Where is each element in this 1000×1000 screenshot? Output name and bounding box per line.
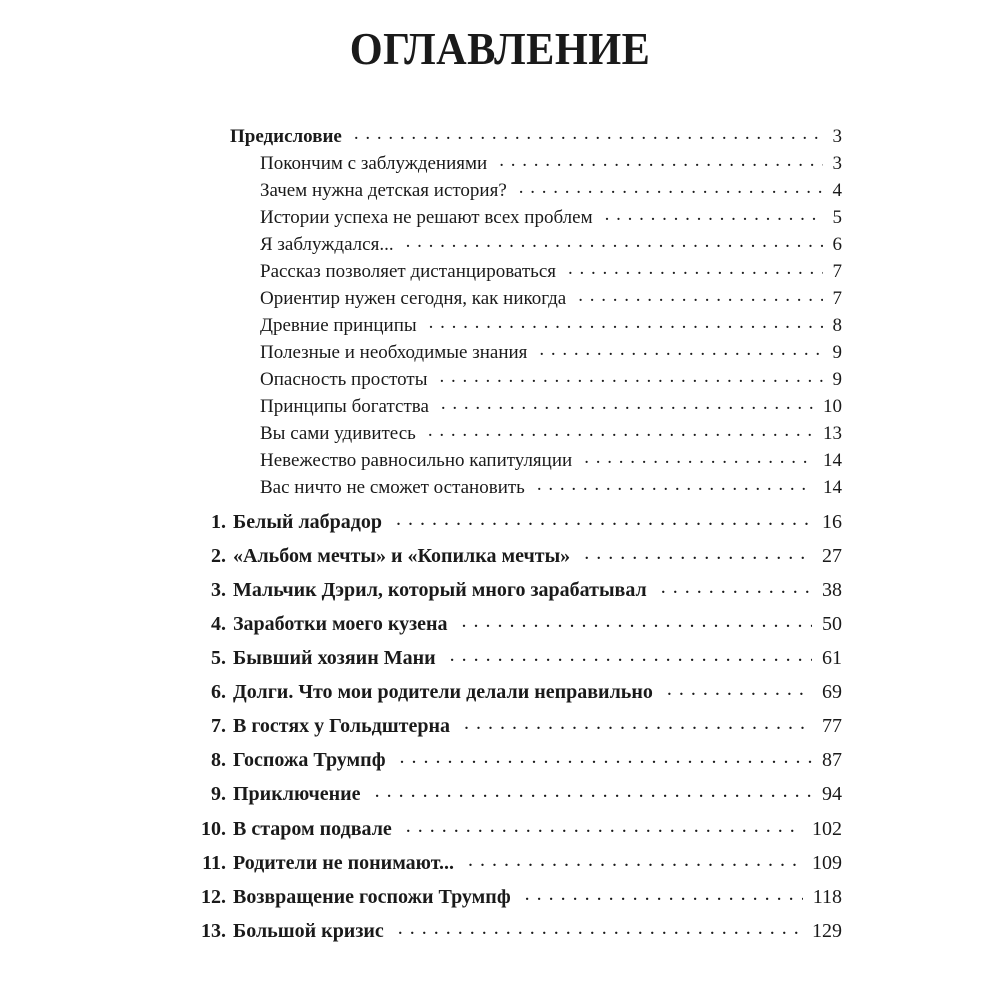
- toc-entry-page: 10: [823, 396, 842, 417]
- dot-leader: [519, 177, 823, 196]
- chapter-page: 94: [822, 783, 842, 805]
- toc-entry-page: 3: [832, 126, 842, 147]
- toc-subsection: [260, 231, 842, 256]
- dot-leader: [539, 339, 822, 358]
- dot-leader: [578, 285, 822, 304]
- toc-chapter: [190, 678, 842, 704]
- chapter-title: «Альбом мечты» и «Копилка мечты»: [233, 545, 571, 567]
- chapter-page: 129: [812, 920, 842, 942]
- toc-entry-page: 4: [832, 180, 842, 201]
- dot-leader: [499, 150, 822, 169]
- chapter-title: В гостях у Гольдштерна: [233, 715, 451, 737]
- toc-subsection: [260, 285, 842, 310]
- dot-leader: [429, 312, 823, 331]
- dot-leader: [584, 447, 813, 466]
- chapter-page: 16: [822, 511, 842, 533]
- toc-entry-page: 3: [832, 153, 842, 174]
- toc-entry-page: 6: [832, 234, 842, 255]
- chapter-title: Возвращение госпожи Трумпф: [233, 886, 511, 908]
- dot-leader: [537, 474, 813, 493]
- toc-chapter: [190, 712, 842, 738]
- toc-entry-text: Зачем нужна детская история?: [260, 180, 507, 201]
- chapter-number: 6.: [211, 681, 226, 703]
- dot-leader: [667, 678, 812, 698]
- toc-subsection: [260, 258, 842, 283]
- dot-leader: [468, 849, 802, 869]
- chapter-title: Родители не понимают...: [233, 852, 455, 874]
- toc-subsection: [260, 474, 842, 499]
- toc-subsection: [260, 150, 842, 175]
- chapter-title: Мальчик Дэрил, который много зарабатывал: [233, 579, 647, 601]
- toc-chapter: [190, 508, 842, 534]
- chapter-title: Долги. Что мои родители делали неправильно: [233, 681, 653, 703]
- chapter-title: Белый лабрадор: [233, 511, 383, 533]
- toc-entry-page: 9: [832, 342, 842, 363]
- chapter-page: 69: [822, 681, 842, 703]
- chapter-page: 109: [812, 852, 842, 874]
- toc-entry-page: 5: [832, 207, 842, 228]
- toc-chapter: [190, 917, 842, 943]
- chapter-number: 11.: [202, 852, 226, 874]
- toc-entry-page: 7: [832, 261, 842, 282]
- toc-subsection: [260, 339, 842, 364]
- chapter-title: Приключение: [233, 783, 361, 805]
- chapter-number: 9.: [211, 783, 226, 805]
- dot-leader: [428, 420, 813, 439]
- toc-subsection: [260, 366, 842, 391]
- toc-entry-text: Невежество равносильно капитуляции: [260, 450, 573, 471]
- chapter-number: 12.: [201, 886, 226, 908]
- dot-leader: [441, 393, 813, 412]
- toc-entry-text: Предисловие: [230, 126, 342, 147]
- toc-entry-page: 8: [832, 315, 842, 336]
- toc-entry-text: Я заблуждался...: [260, 234, 394, 255]
- toc-entry-text: Вас ничто не сможет остановить: [260, 477, 525, 498]
- chapter-number: 10.: [201, 818, 226, 840]
- toc-entry-page: 9: [832, 369, 842, 390]
- dot-leader: [400, 746, 812, 766]
- dot-leader: [462, 610, 812, 630]
- dot-leader: [406, 815, 802, 835]
- dot-leader: [464, 712, 812, 732]
- toc-subsection: [260, 393, 842, 418]
- dot-leader: [406, 231, 823, 250]
- dot-leader: [398, 917, 802, 937]
- toc-entry-text: Покончим с заблуждениями: [260, 153, 488, 174]
- chapter-title: В старом подвале: [233, 818, 392, 840]
- chapter-page: 38: [822, 579, 842, 601]
- chapter-number: 8.: [211, 749, 226, 771]
- dot-leader: [661, 576, 812, 596]
- chapter-page: 77: [822, 715, 842, 737]
- toc-chapter: [190, 610, 842, 636]
- chapter-page: 118: [812, 886, 842, 908]
- chapter-number: 4.: [211, 613, 226, 635]
- toc-entry-page: 13: [823, 423, 842, 444]
- toc-subsection: [260, 447, 842, 472]
- toc-entry-text: Истории успеха не решают всех проблем: [260, 207, 593, 228]
- toc-entry-text: Вы сами удивитесь: [260, 423, 416, 444]
- toc-entry-text: Рассказ позволяет дистанцироваться: [260, 261, 557, 282]
- toc-entry-text: Древние принципы: [260, 315, 417, 336]
- dot-leader: [568, 258, 822, 277]
- dot-leader: [450, 644, 812, 664]
- toc-chapter: [190, 542, 842, 568]
- chapter-title: Госпожа Трумпф: [233, 749, 386, 771]
- chapter-number: 7.: [211, 715, 226, 737]
- chapter-number: 1.: [211, 511, 226, 533]
- toc-chapter: [190, 780, 842, 806]
- dot-leader: [396, 508, 812, 528]
- dot-leader: [375, 780, 812, 800]
- chapter-title: Заработки моего кузена: [233, 613, 448, 635]
- toc-chapter: [190, 883, 842, 909]
- page-title: ОГЛАВЛЕНИЕ: [349, 23, 651, 74]
- chapter-number: 3.: [211, 579, 226, 601]
- toc-entry-preface: [230, 123, 842, 148]
- dot-leader: [525, 883, 803, 903]
- chapter-title: Большой кризис: [233, 920, 384, 942]
- toc-entry-page: 14: [823, 450, 842, 471]
- dot-leader: [584, 542, 812, 562]
- toc-entry-page: 14: [823, 477, 842, 498]
- chapter-page: 87: [822, 749, 842, 771]
- toc-entry-text: Принципы богатства: [260, 396, 429, 417]
- toc-chapter: [190, 576, 842, 602]
- chapter-page: 61: [822, 647, 842, 669]
- toc-entry-text: Ориентир нужен сегодня, как никогда: [260, 288, 567, 309]
- dot-leader: [440, 366, 823, 385]
- chapter-number: 13.: [201, 920, 226, 942]
- toc-subsection: [260, 177, 842, 202]
- toc-chapter: [190, 746, 842, 772]
- toc-subsection: [260, 312, 842, 337]
- toc-entry-text: Опасность простоты: [260, 369, 428, 390]
- toc-chapter: [190, 644, 842, 670]
- chapter-number: 2.: [211, 545, 226, 567]
- chapter-page: 50: [822, 613, 842, 635]
- chapter-page: 27: [822, 545, 842, 567]
- chapter-title: Бывший хозяин Мани: [233, 647, 436, 669]
- chapter-number: 5.: [211, 647, 226, 669]
- toc-entry-page: 7: [832, 288, 842, 309]
- toc-chapter: [190, 849, 842, 875]
- toc-subsection: [260, 204, 842, 229]
- toc-subsection: [260, 420, 842, 445]
- chapter-page: 102: [812, 818, 842, 840]
- toc-entry-text: Полезные и необходимые знания: [260, 342, 528, 363]
- dot-leader: [605, 204, 823, 223]
- toc-chapter: [190, 815, 842, 841]
- dot-leader: [354, 123, 823, 142]
